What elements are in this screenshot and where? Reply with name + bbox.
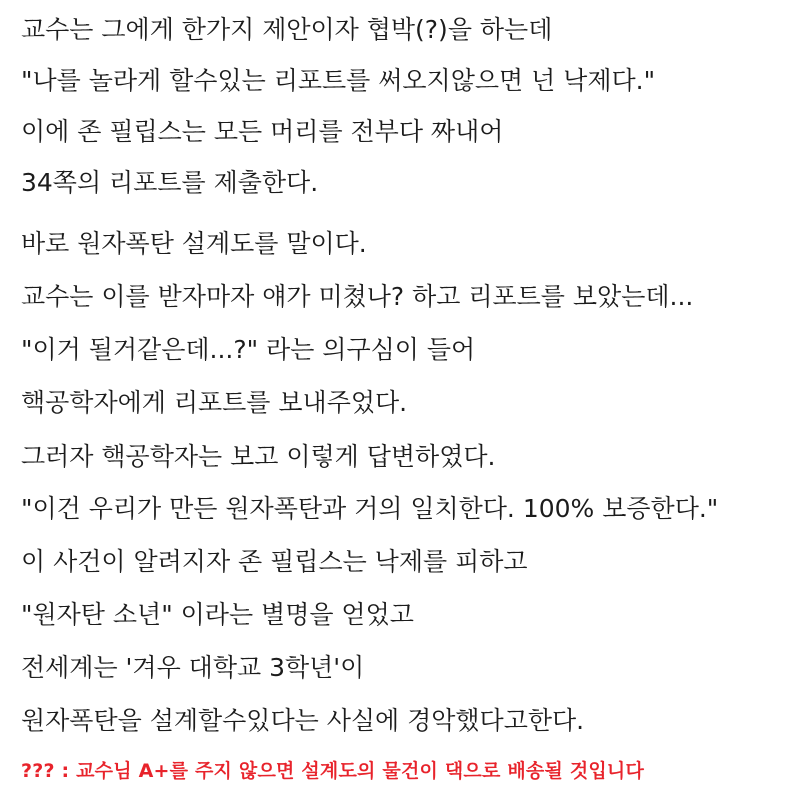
text-line-1: 교수는 그에게 한가지 제안이자 협박(?)을 하는데	[21, 15, 553, 44]
text-line-9: 그러자 핵공학자는 보고 이렇게 답변하였다.	[21, 442, 496, 471]
text-line-5: 바로 원자폭탄 설계도를 말이다.	[21, 229, 367, 258]
footer-comment: ??? : 교수님 A+를 주지 않으면 설계도의 물건이 댁으로 배송될 것입니다	[21, 760, 645, 782]
text-line-12: "원자탄 소년" 이라는 별명을 얻었고	[21, 600, 414, 629]
text-line-13: 전세계는 '겨우 대학교 3학년'이	[21, 653, 365, 682]
text-line-10: "이건 우리가 만든 원자폭탄과 거의 일치한다. 100% 보증한다."	[21, 494, 719, 523]
text-line-3: 이에 존 필립스는 모든 머리를 전부다 짜내어	[21, 117, 504, 146]
text-line-6: 교수는 이를 받자마자 얘가 미쳤나? 하고 리포트를 보았는데...	[21, 282, 694, 311]
text-line-4: 34쪽의 리포트를 제출한다.	[21, 168, 319, 197]
text-line-14: 원자폭탄을 설계할수있다는 사실에 경악했다고한다.	[21, 706, 585, 735]
text-line-2: "나를 놀라게 할수있는 리포트를 써오지않으면 넌 낙제다."	[21, 66, 656, 95]
text-line-7: "이거 될거같은데...?" 라는 의구심이 들어	[21, 335, 476, 364]
text-line-8: 핵공학자에게 리포트를 보내주었다.	[21, 388, 408, 417]
text-line-11: 이 사건이 알려지자 존 필립스는 낙제를 피하고	[21, 547, 528, 576]
